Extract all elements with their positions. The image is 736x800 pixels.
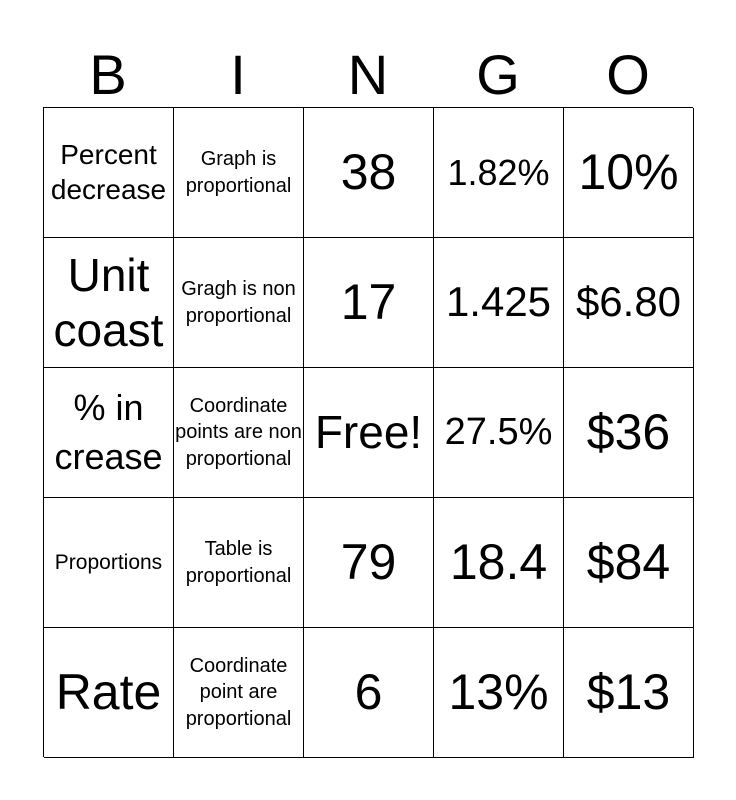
bingo-cell-r1-g: 1.82% [434, 108, 564, 238]
bingo-cell-r4-n: 79 [304, 498, 434, 628]
bingo-cell-r1-n: 38 [304, 108, 434, 238]
header-letter-n: N [347, 43, 389, 106]
bingo-cell-r4-o: $84 [564, 498, 694, 628]
bingo-cell-r2-o: $6.80 [564, 238, 694, 368]
bingo-cell-r5-i: Coordinate point are proportional [174, 628, 304, 758]
bingo-cell-r3-g: 27.5% [434, 368, 564, 498]
bingo-cell-r3-n: Free! [304, 368, 434, 498]
bingo-cell-r3-o: $36 [564, 368, 694, 498]
bingo-cell-r1-b: Percent decrease [44, 108, 174, 238]
header-letter-o: O [606, 43, 650, 106]
bingo-cell-r3-b: % in crease [44, 368, 174, 498]
bingo-cell-r2-i: Gragh is non proportional [174, 238, 304, 368]
header-letter-i: I [230, 43, 246, 106]
bingo-cell-r2-n: 17 [304, 238, 434, 368]
bingo-cell-r2-g: 1.425 [434, 238, 564, 368]
bingo-cell-r2-b: Unit coast [44, 238, 174, 368]
bingo-cell-r5-b: Rate [44, 628, 174, 758]
bingo-cell-r3-i: Coordinate points are non proportional [174, 368, 304, 498]
bingo-header [43, 44, 693, 106]
bingo-cell-r4-b: Proportions [44, 498, 174, 628]
header-letter-g: G [476, 43, 520, 106]
bingo-cell-r5-g: 13% [434, 628, 564, 758]
bingo-cell-r4-g: 18.4 [434, 498, 564, 628]
bingo-cell-r5-n: 6 [304, 628, 434, 758]
bingo-cell-r1-i: Graph is proportional [174, 108, 304, 238]
header-letter-b: B [89, 43, 127, 106]
bingo-cell-r1-o: 10% [564, 108, 694, 238]
bingo-card [43, 107, 693, 757]
bingo-cell-r4-i: Table is proportional [174, 498, 304, 628]
bingo-cell-r5-o: $13 [564, 628, 694, 758]
